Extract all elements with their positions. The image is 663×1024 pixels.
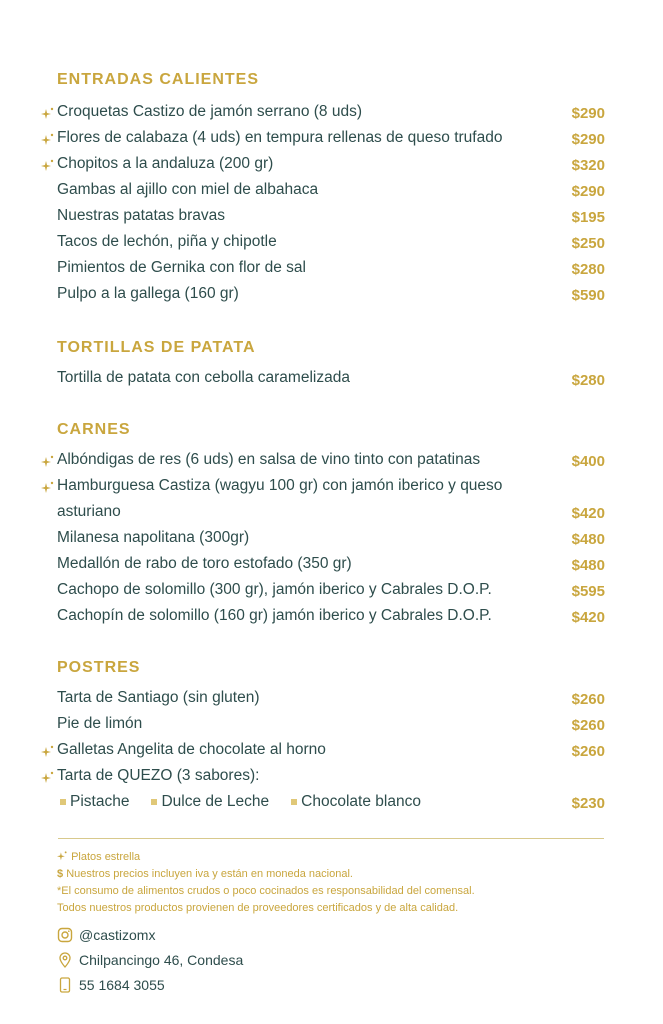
sparkle-icon	[41, 106, 55, 120]
item-name: Cachopín de solomillo (160 gr) jamón iberico y Cabrales D.O.P.	[57, 607, 492, 624]
phone-number: 55 1684 3055	[79, 977, 165, 993]
item-name: Cachopo de solomillo (300 gr), jamón iberico y Cabrales D.O.P.	[57, 581, 492, 598]
item-name: Gambas al ajillo con miel de albahaca	[57, 181, 319, 198]
section-title-postres: POSTRES	[57, 659, 141, 676]
item-price: $290	[571, 183, 605, 200]
item-name: Tarta de Santiago (sin gluten)	[57, 689, 260, 706]
sparkle-icon	[41, 132, 55, 146]
item-name: Pimientos de Gernika con flor de sal	[57, 259, 306, 276]
item-name: Tarta de QUEZO (3 sabores):	[57, 767, 260, 784]
flavor-label: Chocolate blanco	[301, 793, 421, 810]
item-name: Croquetas Castizo de jamón serrano (8 uds)	[57, 103, 362, 120]
item-name: Nuestras patatas bravas	[57, 207, 226, 224]
item-price: $250	[571, 235, 605, 252]
supplier-note: Todos nuestros productos provienen de proveedores certificados y de alta calidad.	[57, 902, 459, 914]
sparkle-icon	[41, 770, 55, 784]
item-price: $260	[571, 743, 605, 760]
item-price: $260	[571, 691, 605, 708]
menu-item	[57, 767, 605, 791]
item-name: Pie de limón	[57, 715, 143, 732]
contact-address	[57, 952, 243, 968]
square-bullet-icon	[151, 799, 157, 805]
notes	[57, 849, 475, 917]
item-name: Tortilla de patata con cebolla caramelizada	[57, 369, 350, 386]
item-name: Hamburguesa Castiza (wagyu 100 gr) con jamón iberico y queso	[57, 477, 503, 494]
item-name: Galletas Angelita de chocolate al horno	[57, 741, 326, 758]
phone-icon	[57, 977, 73, 993]
menu-item	[57, 285, 605, 309]
flavors-price: $230	[571, 795, 605, 812]
cheesecake-flavors	[60, 793, 421, 811]
sparkle-icon	[41, 454, 55, 468]
square-bullet-icon	[60, 799, 66, 805]
flavor-label: Dulce de Leche	[161, 793, 270, 810]
item-name: Chopitos a la andaluza (200 gr)	[57, 155, 274, 172]
item-price: $400	[571, 453, 605, 470]
price-note-text: Nuestros precios incluyen iva y están en moneda nacional.	[66, 868, 353, 880]
menu-item	[57, 155, 605, 179]
contact-phone[interactable]	[57, 977, 165, 993]
item-name: Pulpo a la gallega (160 gr)	[57, 285, 239, 302]
menu-item	[57, 715, 605, 739]
item-price: $290	[571, 105, 605, 122]
item-name-continued: asturiano	[57, 503, 121, 520]
item-price: $480	[571, 557, 605, 574]
item-price: $320	[571, 157, 605, 174]
instagram-icon	[57, 927, 73, 943]
item-price: $290	[571, 131, 605, 148]
menu-item	[57, 259, 605, 283]
flavor-item	[60, 793, 129, 811]
instagram-handle: @castizomx	[79, 927, 156, 943]
item-price: $590	[571, 287, 605, 304]
flavor-item	[151, 793, 269, 811]
menu-item	[57, 103, 605, 127]
menu-item	[57, 555, 605, 579]
item-name: Albóndigas de res (6 uds) en salsa de vino tinto con patatinas	[57, 451, 481, 468]
item-price: $480	[571, 531, 605, 548]
menu-item	[57, 369, 605, 393]
contact-instagram[interactable]	[57, 927, 155, 943]
item-price: $195	[571, 209, 605, 226]
menu-item	[57, 477, 605, 522]
item-price: $280	[571, 261, 605, 278]
flavor-label: Pistache	[70, 793, 130, 810]
menu-item	[57, 581, 605, 605]
sparkle-icon	[41, 480, 55, 494]
item-name: Flores de calabaza (4 uds) en tempura rellenas de queso trufado	[57, 129, 503, 146]
section-title-tortillas: TORTILLAS DE PATATA	[57, 339, 256, 356]
star-legend-text: Platos estrella	[71, 851, 141, 863]
menu-item	[57, 181, 605, 205]
sparkle-icon	[41, 158, 55, 172]
item-name: Tacos de lechón, piña y chipotle	[57, 233, 277, 250]
item-price: $420	[571, 505, 605, 522]
item-name: Milanesa napolitana (300gr)	[57, 529, 250, 546]
sparkle-icon	[41, 744, 55, 758]
sparkle-icon	[57, 850, 68, 861]
menu-item	[57, 529, 605, 553]
price-note	[57, 866, 475, 883]
item-price: $280	[571, 372, 605, 389]
raw-note: *El consumo de alimentos crudos o poco cocinados es responsabilidad del comensal.	[57, 885, 475, 897]
menu-item	[57, 129, 605, 153]
menu-item	[57, 233, 605, 257]
menu-item	[57, 607, 605, 631]
star-legend	[57, 849, 475, 866]
section-title-entradas: ENTRADAS CALIENTES	[57, 71, 260, 88]
flavor-item	[291, 793, 421, 811]
item-price: $260	[571, 717, 605, 734]
item-price: $595	[571, 583, 605, 600]
item-price: $420	[571, 609, 605, 626]
divider	[58, 838, 604, 839]
address-text: Chilpancingo 46, Condesa	[79, 952, 244, 968]
item-name: Medallón de rabo de toro estofado (350 gr)	[57, 555, 352, 572]
location-pin-icon	[57, 952, 73, 968]
menu-item	[57, 451, 605, 475]
menu-item	[57, 741, 605, 765]
menu-item	[57, 689, 605, 713]
section-title-carnes: CARNES	[57, 421, 131, 438]
menu-item	[57, 207, 605, 231]
dollar-symbol: $	[57, 868, 64, 880]
square-bullet-icon	[291, 799, 297, 805]
